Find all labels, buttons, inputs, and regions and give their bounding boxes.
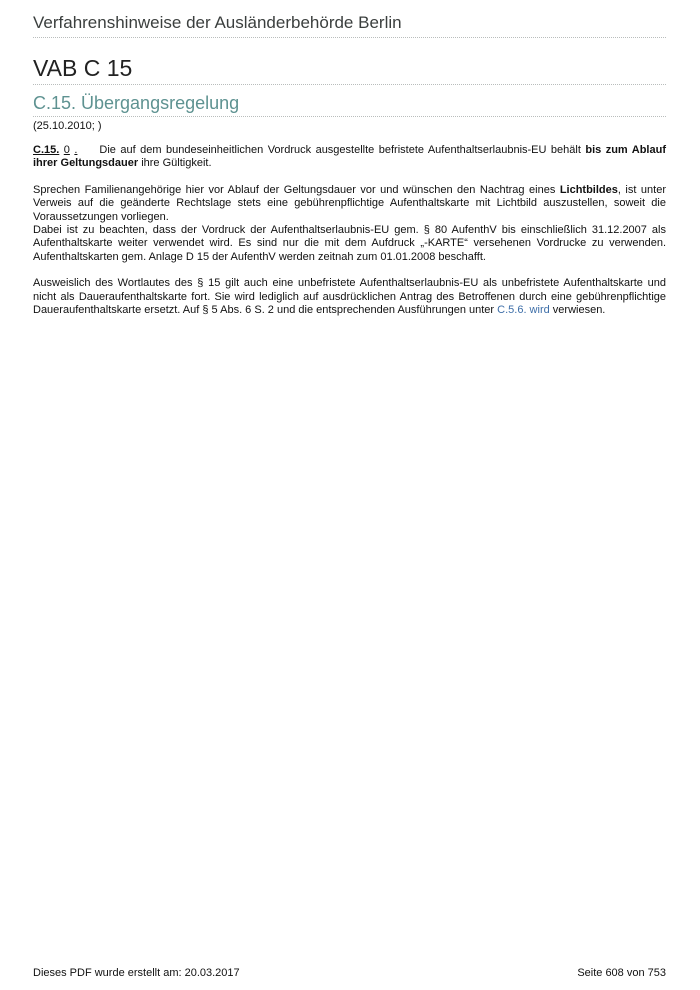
footer-page-number: Seite 608 von 753 bbox=[577, 967, 666, 979]
paragraph-1-text-a: Die auf dem bundeseinheitlichen Vordruck ausgestellte befristete Aufenthaltserlaubnis-EU behält bbox=[99, 144, 586, 156]
marginal-subnumber: 0 bbox=[63, 144, 70, 156]
running-header: Verfahrenshinweise der Ausländerbehörde Berlin bbox=[33, 12, 666, 38]
paragraph-2-bold: Lichtbildes bbox=[559, 183, 618, 196]
section-title: C.15. Übergangsregelung bbox=[33, 92, 666, 117]
document-page bbox=[33, 0, 666, 990]
marginal-number: C.15. bbox=[33, 144, 60, 156]
paragraph-4-text-a: Ausweislich des Wortlautes des § 15 gilt auch eine unbefristete Aufenthaltserlaubnis-EU als unbefristete Aufenthaltskarte und nicht als Daueraufenthaltskarte fort. Sie wird lediglich auf ausdrücklichen Antrag des Betroffenen durch eine gebührenpflichtige Daueraufenthaltskarte ersetzt. Auf § 5 Abs. 6 S. 2 und die entsprechenden Ausführungen unter bbox=[33, 277, 666, 317]
paragraph-2-text-a: Sprechen Familienangehörige hier vor Ablauf der Geltungsdauer vor und wünschen den Nachtrag eines bbox=[33, 183, 560, 196]
paragraph-3: Dabei ist zu beachten, dass der Vordruck der Aufenthaltserlaubnis-EU gem. § 80 AufenthV bis einschließlich 31.12.2007 als Aufenthaltskarte weiter verwendet wird. Es sind nur die mit dem Aufdruck „-KARTE“ versehenen Vordrucke zu verwenden. Aufenthaltskarten gem. Anlage D 15 der AufenthV werden zeitnah zum 01.01.2008 beschafft. bbox=[33, 224, 666, 263]
paragraph-1 bbox=[33, 144, 666, 171]
paragraph-4 bbox=[33, 277, 666, 317]
cross-reference-link[interactable]: C.5.6. wird bbox=[497, 304, 550, 317]
paragraph-1-bold: bis zum Ablauf ihrer Geltungsdauer bbox=[33, 144, 666, 170]
revision-date: (25.10.2010; ) bbox=[33, 120, 102, 132]
footer-created-date: Dieses PDF wurde erstellt am: 20.03.2017 bbox=[33, 967, 240, 979]
document-title: VAB C 15 bbox=[33, 54, 666, 85]
paragraph-4-text-b: verwiesen. bbox=[549, 304, 606, 317]
body-text bbox=[33, 144, 666, 330]
paragraph-2-text-b: , ist unter Verweis auf die geänderte Rechtslage stets eine gebührenpflichtige Aufenthaltskarte mit Lichtbild auszustellen, soweit die Voraussetzungen vorliegen. bbox=[33, 183, 666, 223]
marginal-dot: . bbox=[74, 144, 78, 156]
paragraph-2 bbox=[33, 184, 666, 224]
paragraph-1-text-b: ihre Gültigkeit. bbox=[138, 157, 212, 170]
